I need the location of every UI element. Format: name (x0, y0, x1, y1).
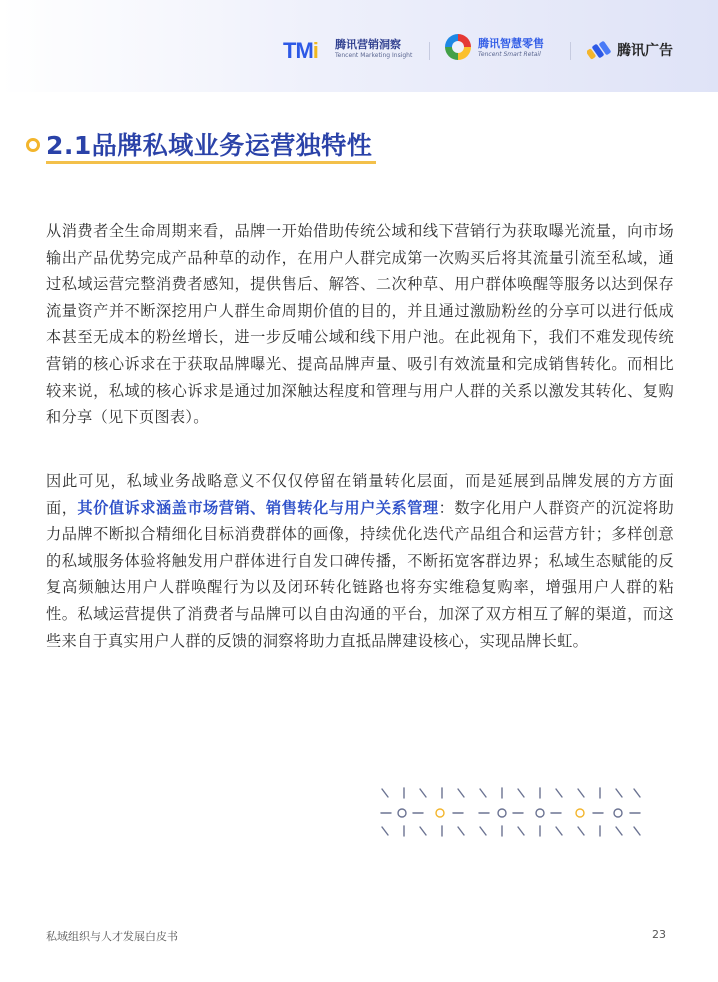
section-title: 2.1品牌私域业务运营独特性 (46, 131, 373, 160)
tmi-name-en: Tencent Marketing Insight (335, 52, 413, 59)
heading-bullet-icon (26, 138, 40, 152)
smart-retail-ring-icon (445, 34, 471, 60)
body-paragraph-2 (46, 468, 674, 654)
footer-page-number: 23 (652, 928, 666, 941)
title-underline (46, 161, 376, 164)
logo-divider (570, 42, 571, 60)
tsr-name-en: Tencent Smart Retail (478, 51, 541, 58)
paragraph-2-highlight: 其价值诉求涵盖市场营销、销售转化与用户关系管理 (77, 498, 439, 517)
tencent-ads-icon (587, 40, 611, 60)
page-header (0, 0, 718, 92)
tsr-name-cn: 腾讯智慧零售 (478, 37, 544, 50)
logo-divider (429, 42, 430, 60)
tmi-mark: TMi (283, 38, 318, 63)
footer-document-title: 私域组织与人才发展白皮书 (46, 930, 178, 943)
paragraph-2-body: ：数字化用户人群资产的沉淀将助力品牌不断拟合精细化目标消费群体的画像，持续优化迭代产品组合和运营方针；多样创意的私域服务体验将触发用户群体进行自发口碑传播，不断拓宽客群边界；私域生态赋能的反复高频触达用户人群唤醒行为以及闭环转化链路也将夯实维稳复购率，增强用户人群的粘性。私域运营提供了消费者与品牌可以自由沟通的平台，加深了双方相互了解的渠道，而这些来自于真实用户人群的反馈的洞察将助力直抵品牌建设核心，实现品牌长虹。 (46, 498, 674, 650)
decorative-pattern (378, 786, 648, 842)
paragraph-2-intro: 因此可见，私域业务战略意义不仅仅停留在销量转化层面，而是延展到品牌发展的方方面面， (46, 472, 674, 517)
tencent-ads-name: 腾讯广告 (617, 43, 673, 59)
body-paragraph-1: 从消费者全生命周期来看，品牌一开始借助传统公域和线下营销行为获取曝光流量，向市场输出产品优势完成产品种草的动作，在用户人群完成第一次购买后将其流量引流至私域，通过私域运营完整消费者感知，提供售后、解答、二次种草、用户群体唤醒等服务以达到保存流量资产并不断深挖用户人群生命周期价值的目的，并且通过激励粉丝的分享可以进行低成本甚至无成本的粉丝增长，进一步反哺公域和线下用户池。在此视角下，我们不难发现传统营销的核心诉求在于获取品牌曝光、提高品牌声量、吸引有效流量和完成销售转化。而相比较来说，私域的核心诉求是通过加深触达程度和管理与用户人群的关系以激发其转化、复购和分享（见下页图表）。 (46, 222, 674, 427)
tmi-name-cn: 腾讯营销洞察 (335, 38, 401, 51)
